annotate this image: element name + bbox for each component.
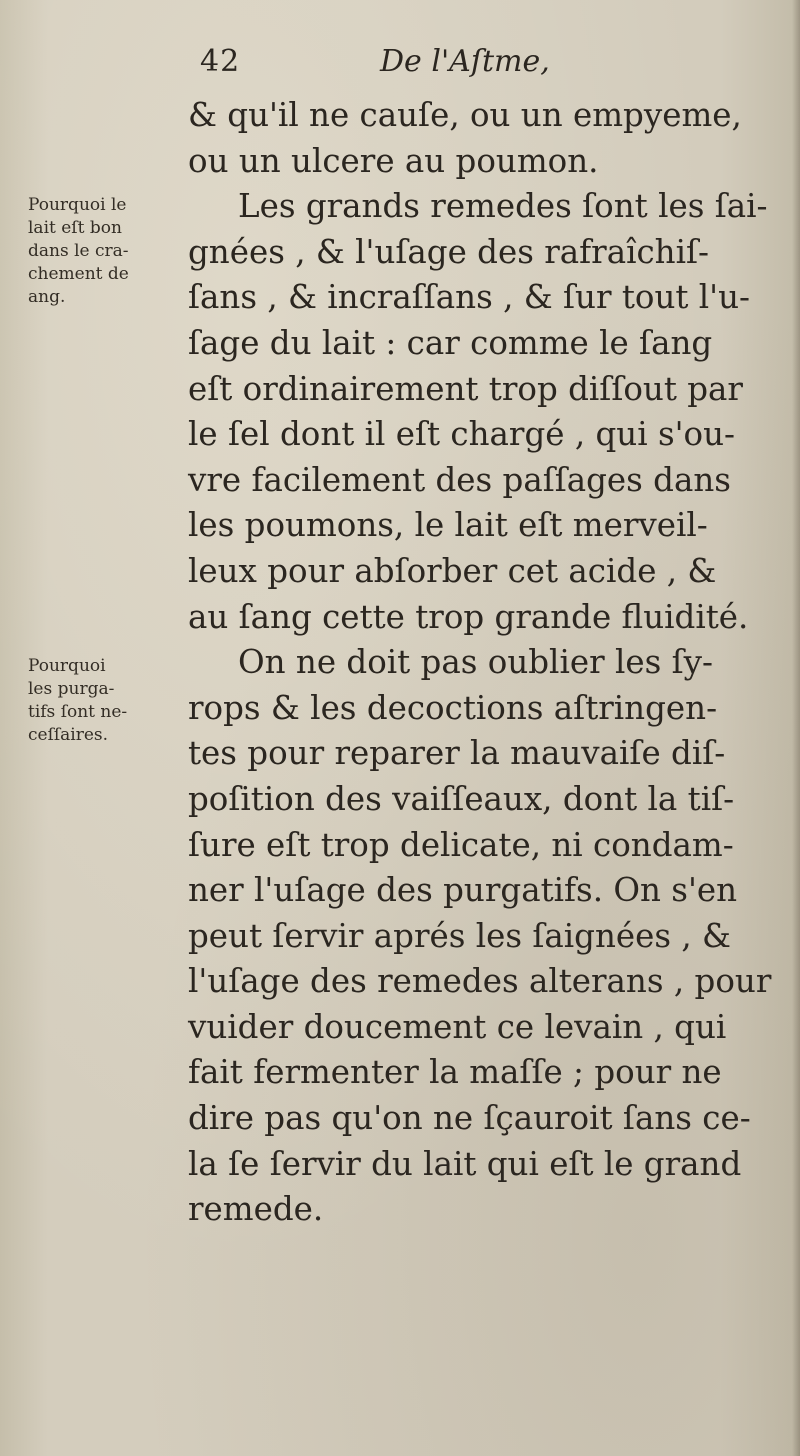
text-line: peut ſervir aprés les ſaignées , & [188,916,731,955]
text-line: eſt ordinairement trop diſſout par [188,369,743,408]
text-line: les poumons, le lait eſt merveil- [188,506,708,545]
margin-note-line: tifs ſont ne- [28,702,128,722]
text-line: ſage du lait : car comme le ſang [188,323,713,362]
text-line: gnées , & l'uſage des rafraîchiſ- [188,232,709,271]
margin-note-line: dans le cra- [28,241,129,261]
margin-note-purgatives [28,655,188,747]
body-text [188,93,770,1233]
margin-note-line: ceſſaires. [28,725,109,745]
text-line: au ſang cette trop grande fluidité. [188,597,749,636]
text-line: Les grands remedes ſont les ſai- [238,187,768,226]
text-line: la ſe ſervir du lait qui eſt le grand [188,1144,742,1183]
page-edge-shadow [792,0,800,1456]
running-title: De l'Aſtme, [380,44,550,79]
text-line: vre facilement des paſſages dans [188,460,731,499]
text-line: ou un ulcere au poumon. [188,141,599,180]
text-line: poſition des vaiſſeaux, dont la tiſ- [188,779,735,818]
text-line: tes pour reparer la mauvaiſe diſ- [188,734,726,773]
margin-note-line: lait eſt bon [28,218,122,238]
margin-note-line: chement de [28,264,129,284]
text-line: le ſel dont il eſt chargé , qui s'ou- [188,415,736,454]
margin-note-line: les purga- [28,679,115,699]
margin-note-line: ang. [28,287,66,307]
margin-note-line: Pourquoi le [28,195,127,215]
margin-note-milk [28,194,188,309]
text-line: rops & les decoctions aſtringen- [188,688,718,727]
text-line: & qu'il ne cauſe, ou un empyeme, [188,96,742,134]
text-line: vuider doucement ce levain , qui [188,1007,727,1046]
text-line: l'uſage des remedes alterans , pour [188,962,772,1001]
page-header [200,44,760,88]
page-number: 42 [200,44,241,79]
margin-note-line: Pourquoi [28,656,106,676]
text-line: ner l'uſage des purgatifs. On s'en [188,871,738,910]
text-line: dire pas qu'on ne ſçauroit ſans ce- [188,1099,751,1138]
text-line: leux pour abſorber cet acide , & [188,551,717,590]
text-line: fait fermenter la maſſe ; pour ne [188,1053,722,1092]
text-line: On ne doit pas oublier les ſy- [238,643,713,682]
text-line: ſans , & incraſſans , & ſur tout l'u- [188,278,751,317]
text-line: ſure eſt trop delicate, ni condam- [188,825,734,864]
text-line: remede. [188,1190,324,1229]
